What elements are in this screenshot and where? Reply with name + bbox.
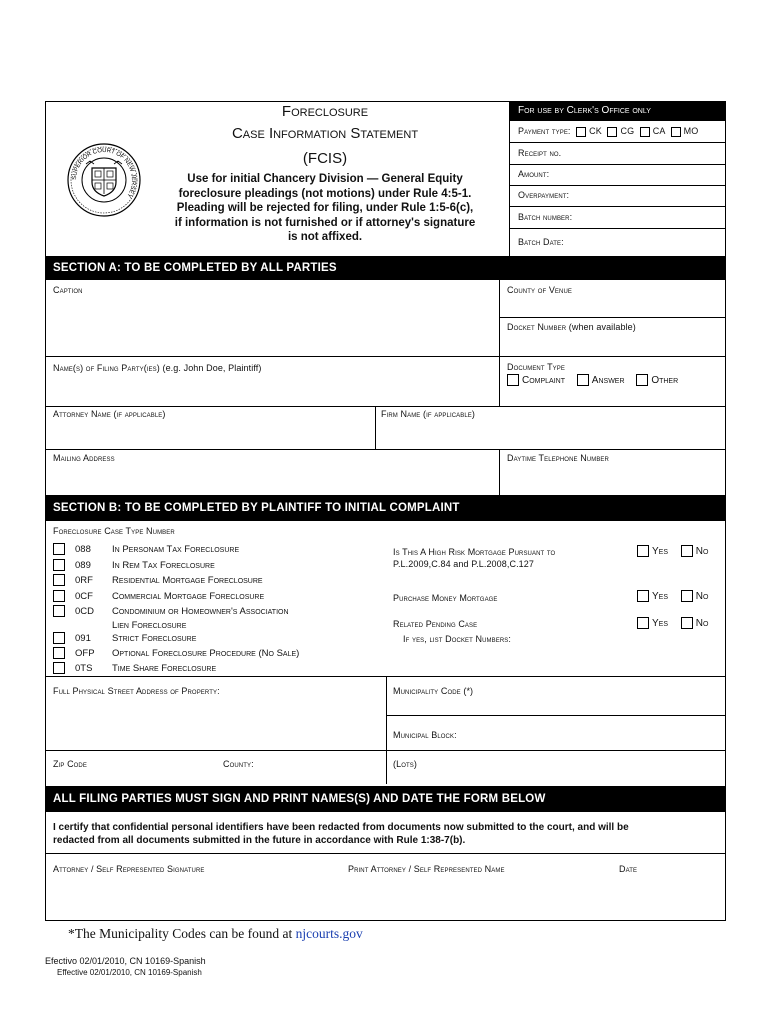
- checkbox-icon[interactable]: [53, 662, 65, 674]
- divider: [499, 317, 726, 318]
- instructions-line-1: Use for initial Chancery Division — General Equity: [187, 173, 463, 185]
- divider: [375, 406, 376, 450]
- divider: [509, 185, 725, 186]
- firm-name-field[interactable]: Firm Name (if applicable): [381, 409, 476, 419]
- street-address-field[interactable]: Full Physical Street Address of Property:: [53, 686, 220, 696]
- purchase-money-yes-no: [637, 590, 708, 602]
- title-fcis: (FCIS): [302, 150, 348, 167]
- divider: [509, 142, 725, 143]
- high-risk-yes[interactable]: Yes: [637, 546, 668, 557]
- high-risk-line-1: Is This A High Risk Mortgage Pursuant to: [393, 547, 556, 557]
- case-type-label: In Rem Tax Foreclosure: [112, 559, 215, 571]
- divider: [499, 449, 500, 495]
- case-type-option[interactable]: [53, 559, 215, 571]
- payment-option-ca[interactable]: CA: [640, 126, 665, 136]
- checkbox-icon[interactable]: [53, 647, 65, 659]
- daytime-phone-field[interactable]: Daytime Telephone Number: [507, 453, 609, 463]
- case-type-label: Commercial Mortgage Foreclosure: [112, 590, 265, 602]
- filing-party-field[interactable]: [53, 363, 261, 373]
- checkbox-icon[interactable]: [640, 127, 650, 137]
- high-risk-line-2: P.L.2009,C.84 and P.L.2008,C.127: [393, 559, 534, 569]
- checkbox-icon[interactable]: [637, 545, 649, 557]
- print-name-field[interactable]: Print Attorney / Self Represented Name: [348, 864, 505, 874]
- case-type-option[interactable]: [53, 574, 263, 586]
- purchase-money-no[interactable]: No: [681, 591, 709, 602]
- payment-option-mo[interactable]: MO: [671, 126, 699, 136]
- doc-type-complaint[interactable]: Complaint: [507, 375, 565, 386]
- divider: [509, 228, 725, 229]
- purchase-money-yes[interactable]: Yes: [637, 591, 668, 602]
- case-type-option[interactable]: [53, 605, 289, 617]
- divider: [386, 715, 726, 716]
- title-case-information-statement: Case Information Statement: [231, 125, 419, 142]
- njcourts-link[interactable]: njcourts.gov: [295, 926, 363, 941]
- amount-field[interactable]: Amount:: [518, 169, 550, 179]
- checkbox-icon[interactable]: [637, 617, 649, 629]
- case-type-code: 089: [75, 559, 91, 571]
- docket-number-label: Docket Number: [507, 322, 567, 332]
- form-bottom-border: [45, 920, 726, 921]
- divider: [509, 206, 725, 207]
- date-field[interactable]: Date: [619, 864, 638, 874]
- case-type-code: 0RF: [75, 574, 93, 586]
- divider: [45, 356, 726, 357]
- doc-type-answer[interactable]: Answer: [577, 375, 625, 386]
- case-type-code: 0TS: [75, 662, 93, 674]
- instructions-line-2: foreclosure pleadings (not motions) under Rule 4:5-1.: [178, 187, 472, 200]
- case-type-label: Time Share Foreclosure: [112, 662, 217, 674]
- section-a-header: SECTION A: TO BE COMPLETED BY ALL PARTIES: [45, 256, 726, 280]
- clerk-box-left-border: [509, 101, 510, 256]
- certification-statement: [53, 821, 721, 847]
- zip-code-field[interactable]: Zip Code: [53, 759, 87, 769]
- checkbox-icon[interactable]: [53, 590, 65, 602]
- filing-party-label: Name(s) of Filing Party(ies): [53, 363, 160, 373]
- instructions-line-5: is not affixed.: [287, 231, 363, 244]
- document-type-options: [507, 374, 678, 386]
- payment-type-label: Payment type:: [518, 126, 571, 136]
- case-type-header: Foreclosure Case Type Number: [53, 526, 175, 536]
- section-b-header: SECTION B: TO BE COMPLETED BY PLAINTIFF TO INITIAL COMPLAINT: [45, 495, 726, 521]
- case-type-code: 088: [75, 543, 91, 555]
- high-risk-mortgage-question: [393, 546, 555, 570]
- case-type-label: Condominium or Homeowner's Association: [112, 605, 289, 617]
- county-field[interactable]: County:: [223, 759, 254, 769]
- checkbox-icon[interactable]: [53, 574, 65, 586]
- instructions-line-3: Pleading will be rejected for filing, under Rule 1:5-6(c),: [176, 202, 474, 215]
- case-type-option[interactable]: [53, 632, 196, 644]
- document-type-label: Document Type: [507, 362, 565, 372]
- divider: [509, 164, 725, 165]
- case-type-option[interactable]: [53, 647, 299, 659]
- title-foreclosure: Foreclosure: [281, 103, 369, 120]
- signature-section-header: ALL FILING PARTIES MUST SIGN AND PRINT NAMES(S) AND DATE THE FORM BELOW: [45, 786, 726, 812]
- county-of-venue-field[interactable]: County of Venue: [507, 285, 573, 295]
- case-type-code: 0CD: [75, 605, 95, 617]
- related-pending-yes-no: [637, 617, 708, 629]
- case-type-label: In Personam Tax Foreclosure: [112, 543, 240, 555]
- attorney-name-field[interactable]: Attorney Name (if applicable): [53, 409, 166, 419]
- checkbox-icon[interactable]: [681, 617, 693, 629]
- doc-type-other[interactable]: Other: [636, 375, 678, 386]
- divider: [45, 853, 726, 854]
- certify-line-1: I certify that confidential personal identifiers have been redacted from documents now submitted to the court, and will be: [53, 822, 629, 833]
- checkbox-icon[interactable]: [53, 543, 65, 555]
- case-type-code: 0CF: [75, 590, 93, 602]
- footer-spanish-line: Efectivo 02/01/2010, CN 10169-Spanish: [45, 956, 206, 966]
- checkbox-icon[interactable]: [53, 559, 65, 571]
- case-type-option[interactable]: [53, 590, 264, 602]
- docket-note: (when available): [568, 322, 636, 332]
- caption-field[interactable]: Caption: [53, 285, 83, 295]
- divider: [386, 676, 387, 784]
- divider: [499, 280, 500, 407]
- related-pending-no[interactable]: No: [681, 618, 709, 629]
- high-risk-yes-no: [637, 545, 708, 557]
- receipt-no-field[interactable]: Receipt no.: [518, 148, 562, 158]
- checkbox-icon[interactable]: [637, 590, 649, 602]
- case-type-code: 091: [75, 632, 91, 644]
- batch-number-field[interactable]: Batch number:: [518, 212, 573, 222]
- checkbox-icon[interactable]: [681, 590, 693, 602]
- checkbox-icon[interactable]: [53, 605, 65, 617]
- checkbox-icon[interactable]: [636, 374, 648, 386]
- court-seal-icon: [66, 142, 142, 218]
- case-type-label: Lien Foreclosure: [112, 619, 187, 631]
- seal-ring-text: SUPERIOR COURT OF NEW JERSEY: [71, 147, 137, 199]
- checkbox-icon[interactable]: [577, 374, 589, 386]
- footer-english-line: Effective 02/01/2010, CN 10169-Spanish: [57, 968, 202, 977]
- case-type-option: [53, 619, 186, 631]
- attorney-signature-field[interactable]: Attorney / Self Represented Signature: [53, 864, 205, 874]
- purchase-money-mortgage-question: Purchase Money Mortgage: [393, 593, 498, 603]
- municipal-block-field[interactable]: Municipal Block:: [393, 730, 457, 740]
- overpayment-field[interactable]: Overpayment:: [518, 190, 570, 200]
- note-prefix: *The Municipality Codes can be found at: [68, 926, 296, 941]
- divider: [45, 449, 726, 450]
- municipality-codes-note: [68, 926, 363, 942]
- divider: [45, 750, 726, 751]
- municipality-code-field[interactable]: Municipality Code (*): [393, 686, 474, 696]
- high-risk-no[interactable]: No: [681, 546, 709, 557]
- checkbox-icon[interactable]: [576, 127, 586, 137]
- case-type-option[interactable]: [53, 543, 239, 555]
- instructions-line-4: if information is not furnished or if attorney's signature: [174, 216, 476, 229]
- checkbox-icon[interactable]: [681, 545, 693, 557]
- filing-party-example: (e.g. John Doe, Plaintiff): [162, 363, 262, 373]
- docket-number-field[interactable]: [507, 322, 636, 332]
- case-type-label: Strict Foreclosure: [112, 632, 197, 644]
- case-type-label: Residential Mortgage Foreclosure: [112, 574, 263, 586]
- case-type-code: OFP: [75, 647, 95, 659]
- checkbox-icon[interactable]: [671, 127, 681, 137]
- filing-instructions: [150, 172, 500, 245]
- payment-option-cg[interactable]: CG: [607, 126, 634, 136]
- related-pending-case-question: Related Pending Case: [393, 619, 478, 629]
- clerk-office-header: For use by Clerk's Office only: [509, 101, 725, 121]
- divider: [45, 406, 726, 407]
- payment-type-row: [518, 126, 698, 137]
- lots-field[interactable]: (Lots): [393, 759, 417, 769]
- related-pending-yes[interactable]: Yes: [637, 618, 668, 629]
- batch-date-field[interactable]: Batch Date:: [518, 237, 564, 247]
- checkbox-icon[interactable]: [53, 632, 65, 644]
- checkbox-icon[interactable]: [507, 374, 519, 386]
- case-type-label: Optional Foreclosure Procedure (No Sale): [112, 647, 300, 659]
- payment-option-ck[interactable]: CK: [576, 126, 602, 136]
- case-type-option[interactable]: [53, 662, 216, 674]
- certify-line-2: redacted from all documents submitted in the future in accordance with Rule 1:38-7(b).: [53, 835, 466, 846]
- mailing-address-field[interactable]: Mailing Address: [53, 453, 115, 463]
- docket-numbers-field[interactable]: If yes, list Docket Numbers:: [403, 634, 511, 644]
- checkbox-icon[interactable]: [607, 127, 617, 137]
